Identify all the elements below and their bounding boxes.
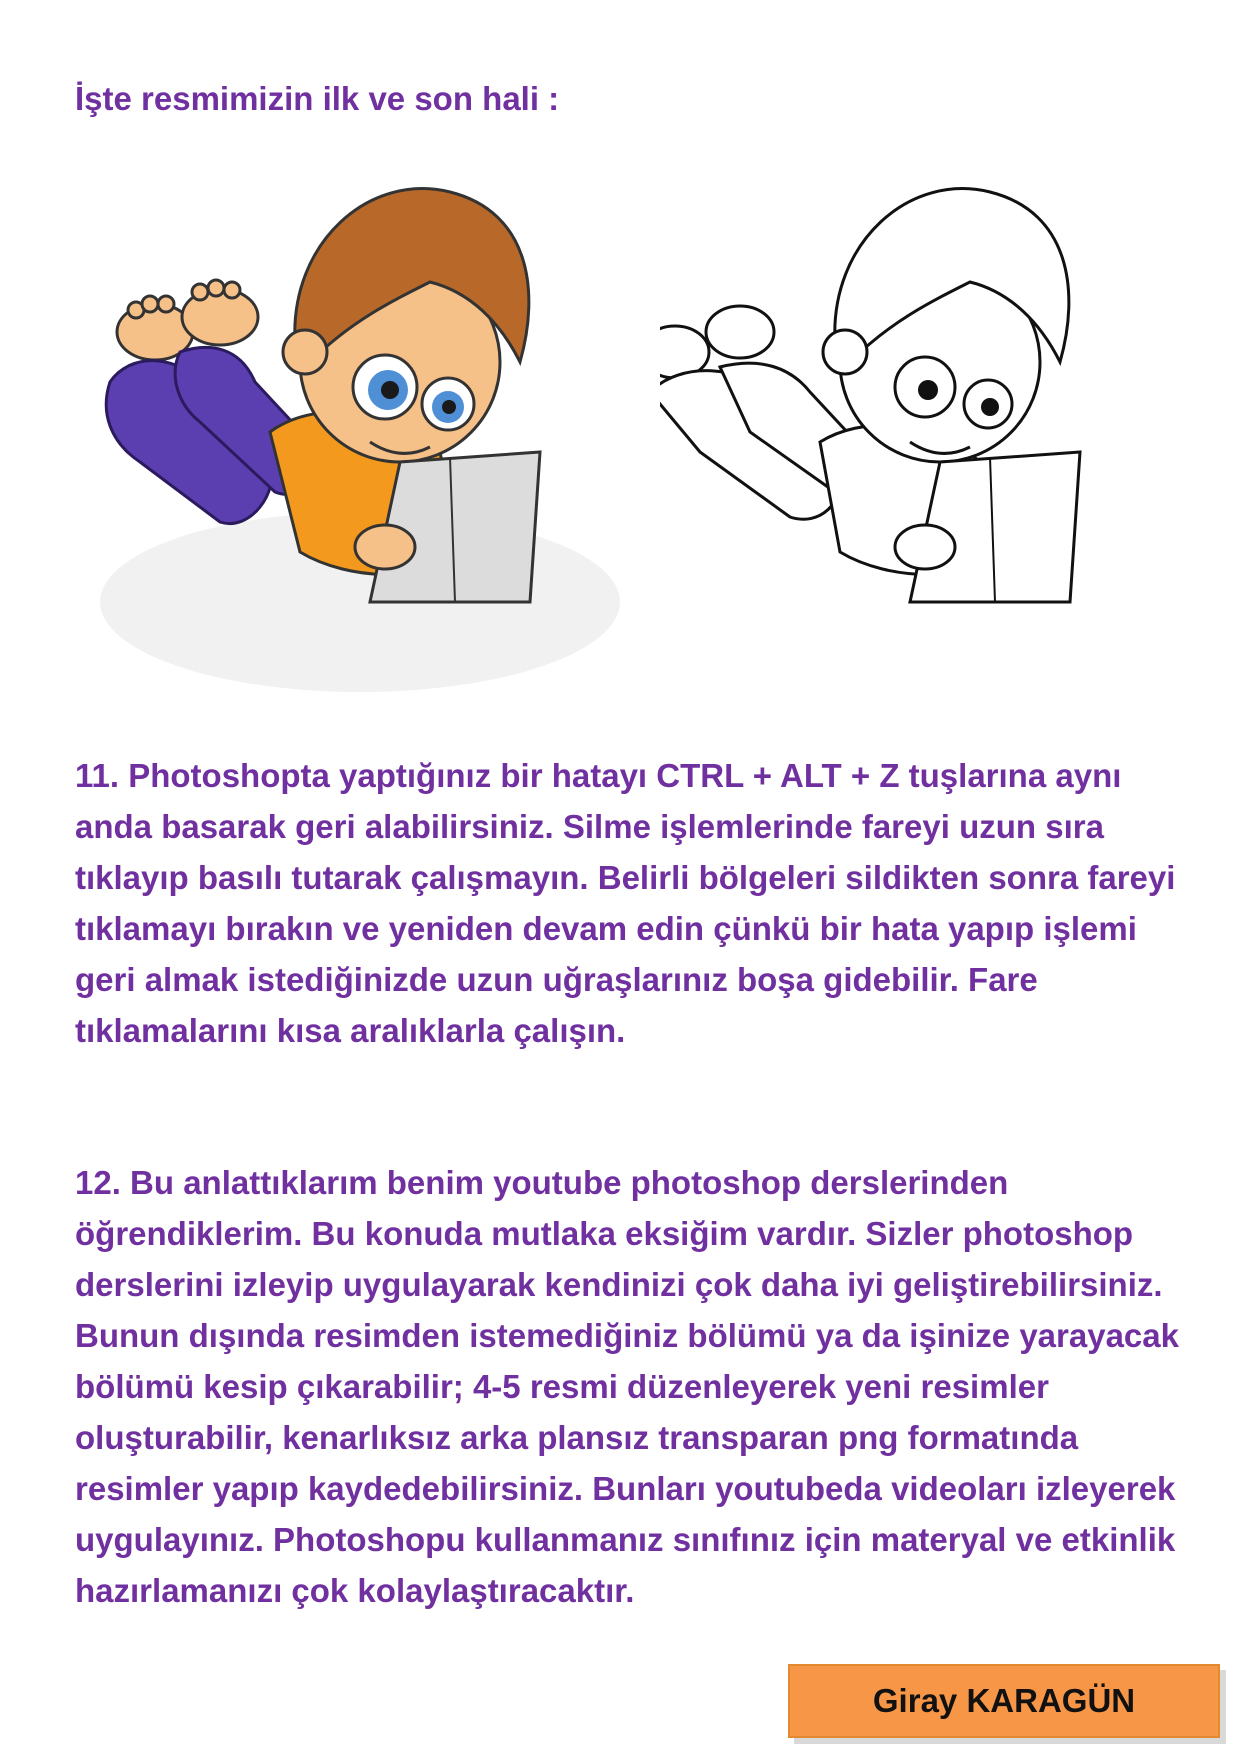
feet xyxy=(117,280,258,360)
author-box xyxy=(788,1664,1220,1738)
author-name: Giray KARAGÜN xyxy=(872,1682,1136,1719)
outline-boy-illustration xyxy=(660,132,1180,692)
page-heading: İşte resmimizin ilk ve son hali : xyxy=(75,80,560,117)
paragraph-12: 12. Bu anlattıklarım benim youtube photoshop derslerinden öğrendiklerim. Bu konuda mutlaka eksiğim vardır. Sizler photoshop derslerini izleyip uygulayarak kendinizi çok daha iyi geliştirebilirsiniz. Bunun dışında resimden istemediğiniz bölümü ya da işinize yarayacak bölümü kesip çıkarabilir; 4-5 resmi düzenleyerek yeni resimler oluşturabilir, kenarlıksız arka plansız transparan png formatında resimler yapıp kaydedebilirsiniz. Bunları youtubeda videoları izleyerek uygulayınız. Photoshopu kullanmanız sınıfınız için materyal ve etkinlik hazırlamanızı çok kolaylaştıracaktır. xyxy=(75,1164,1179,1609)
paragraph-11: 11. Photoshopta yaptığınız bir hatayı CTRL + ALT + Z tuşlarına aynı anda basarak geri alabilirsiniz. Silme işlemlerinde fareyi uzun sıra tıklayıp basılı tutarak çalışmayın. Belirli bölgeleri sildikten sonra fareyi tıklamayı bırakın ve yeniden devam edin çünkü bir hata yapıp işlemi geri almak istediğinizde uzun uğraşlarınız boşa gidebilir. Fare tıklamalarını kısa aralıklarla çalışın. xyxy=(75,757,1176,1049)
colored-boy-illustration xyxy=(70,132,640,722)
hand xyxy=(355,525,415,569)
